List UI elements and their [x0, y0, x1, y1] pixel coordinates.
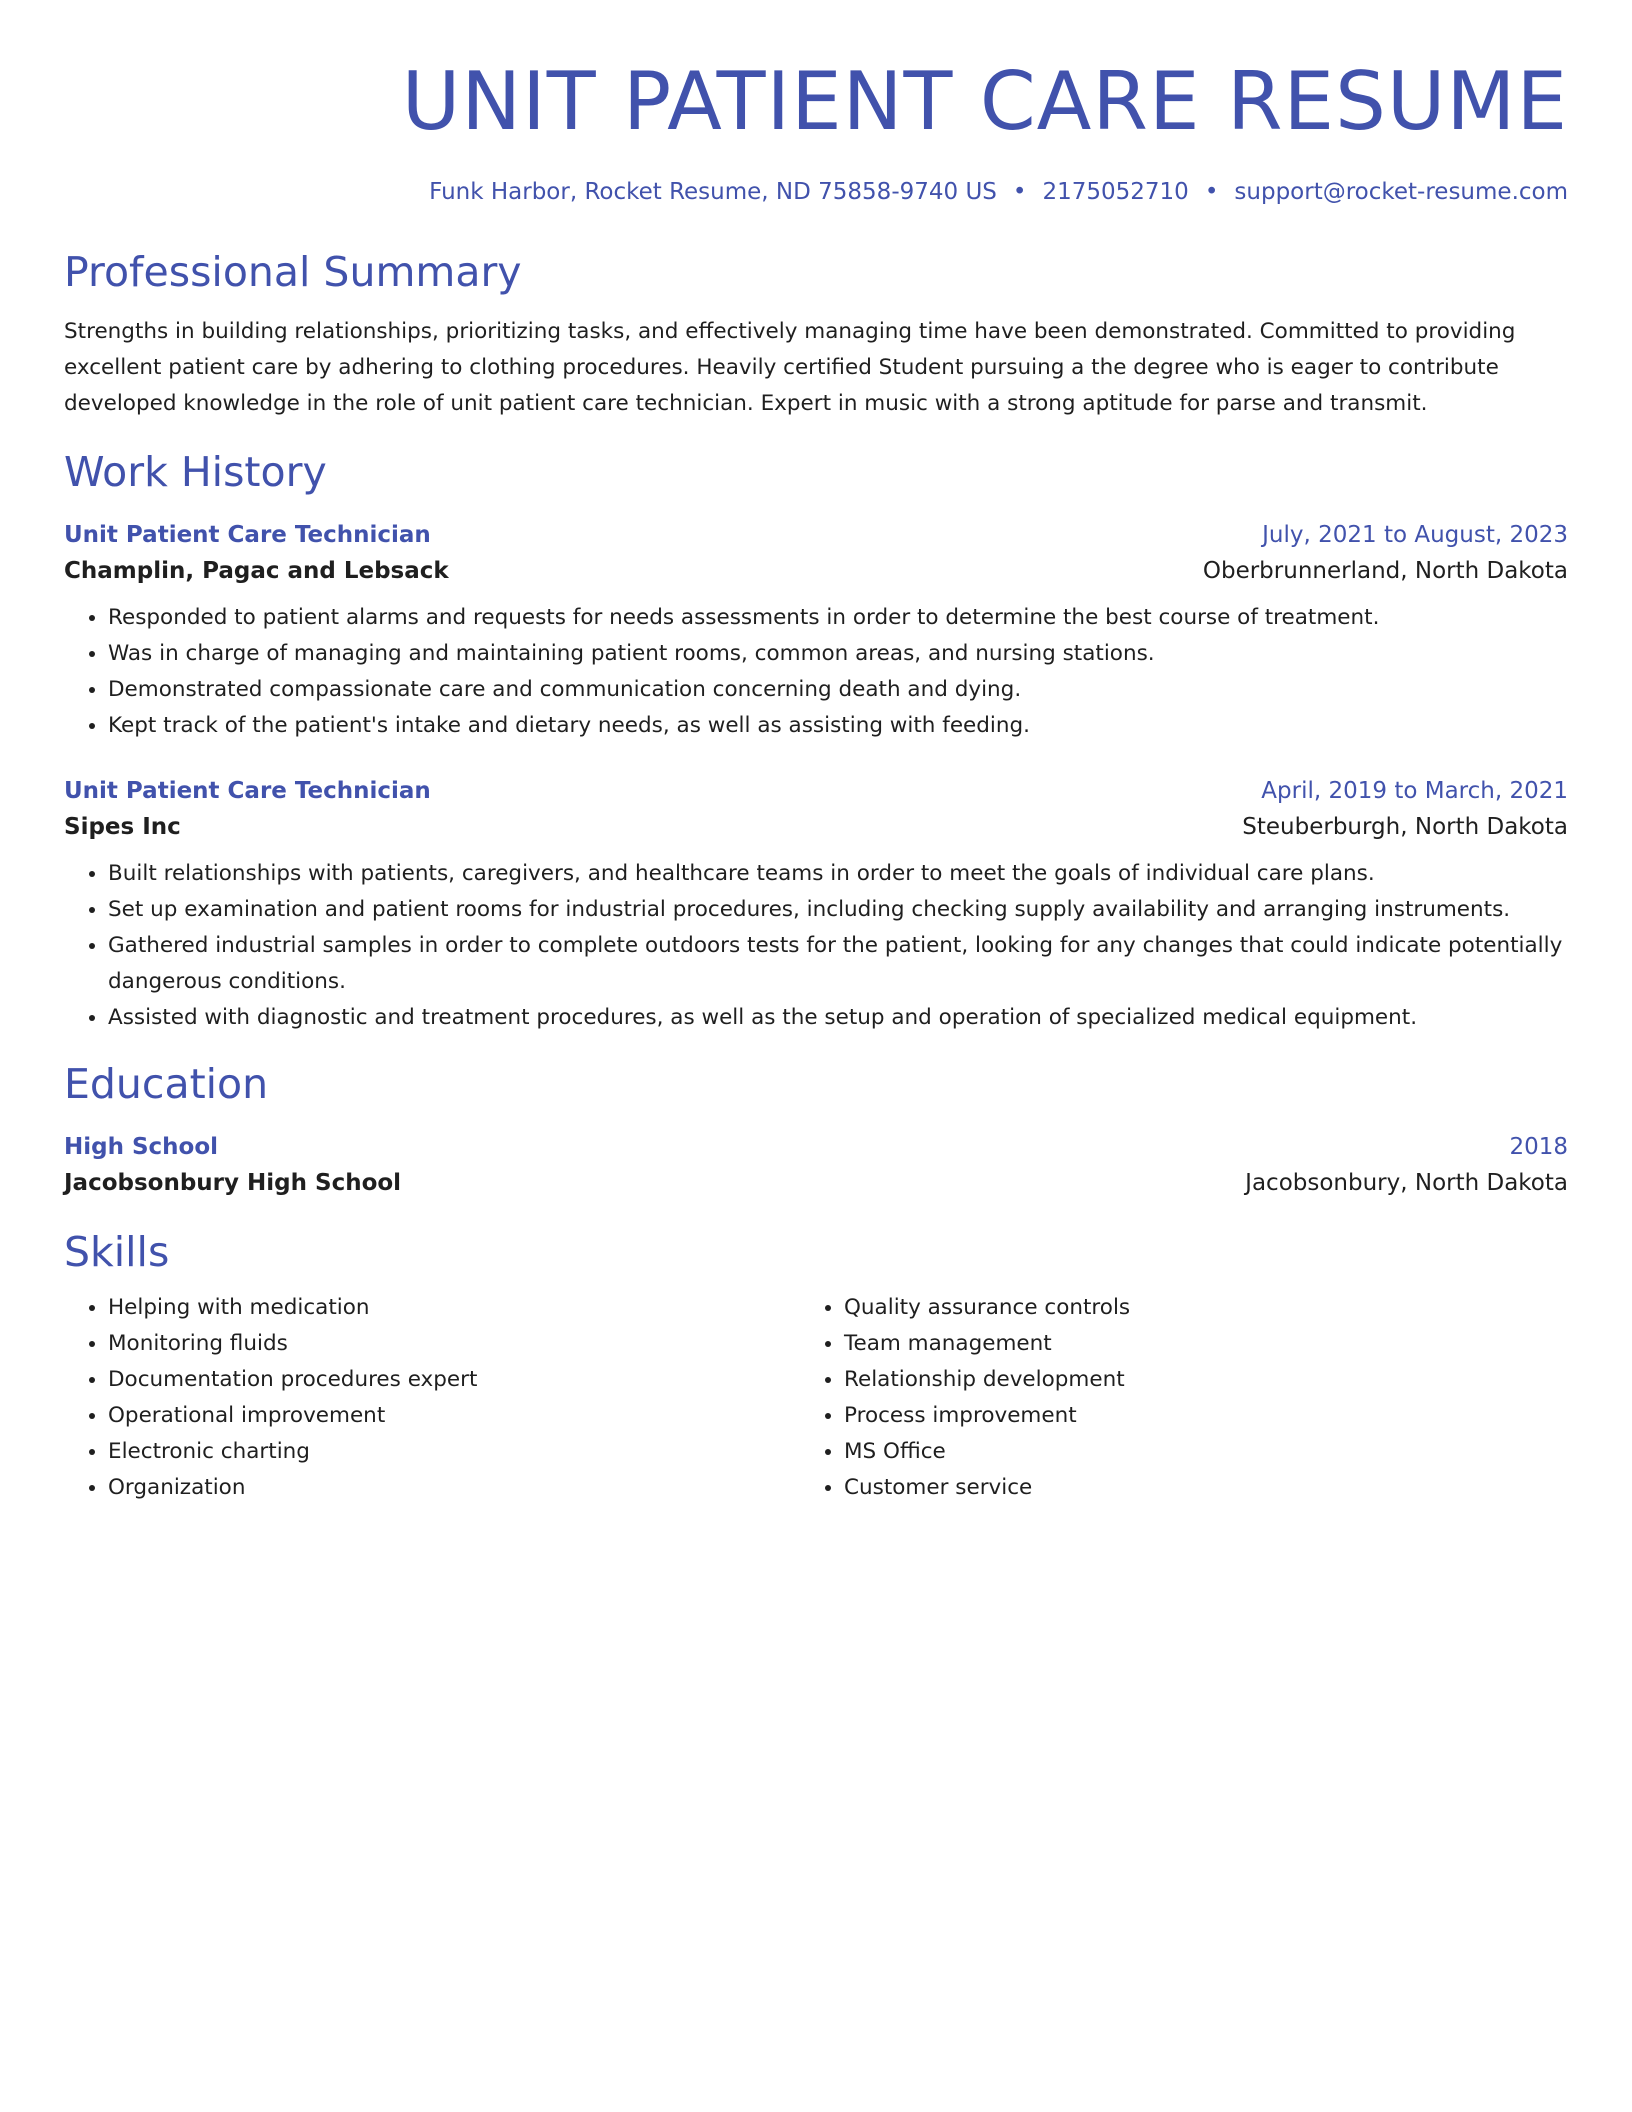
skills-heading: Skills: [64, 1228, 170, 1276]
job-entry: [64, 774, 1568, 1036]
skills-list-left: [64, 1290, 756, 1506]
job-company: Sipes Inc: [64, 814, 181, 840]
job-entry: [64, 518, 1568, 744]
job-bullet: • Was in charge of managing and maintaining patient rooms, common areas, and nursing stations.: [108, 636, 1568, 672]
contact-phone: 2175052710: [1042, 179, 1189, 205]
education-degree: High School: [64, 1134, 219, 1160]
skill-item: • Customer service: [844, 1470, 1492, 1506]
job-title-row: [64, 518, 1568, 552]
skill-item: • Helping with medication: [108, 1290, 756, 1326]
skill-item: • Process improvement: [844, 1398, 1492, 1434]
skill-item: • Documentation procedures expert: [108, 1362, 756, 1398]
job-bullet: • Assisted with diagnostic and treatment procedures, as well as the setup and operation of specialized medical equipment.: [108, 1000, 1568, 1036]
education-location: Jacobsonbury, North Dakota: [1245, 1170, 1568, 1196]
education-school: Jacobsonbury High School: [64, 1170, 402, 1196]
job-title-row: [64, 774, 1568, 808]
skill-item: • Relationship development: [844, 1362, 1492, 1398]
job-company: Champlin, Pagac and Lebsack: [64, 558, 449, 584]
resume-title: UNIT PATIENT CARE RESUME: [401, 55, 1568, 148]
job-bullet: • Built relationships with patients, caregivers, and healthcare teams in order to meet the goals of individual care plans.: [108, 856, 1568, 892]
job-bullet: • Demonstrated compassionate care and communication concerning death and dying.: [108, 672, 1568, 708]
work-history-heading: Work History: [64, 448, 327, 496]
education-degree-row: [64, 1130, 1568, 1164]
job-dates: July, 2021 to August, 2023: [1262, 522, 1568, 548]
job-bullets: [64, 856, 1568, 1036]
education-entry: [64, 1130, 1568, 1202]
job-bullets: [64, 600, 1568, 744]
education-year: 2018: [1509, 1134, 1568, 1160]
contact-address: Funk Harbor, Rocket Resume, ND 75858-9740 US: [429, 179, 997, 205]
job-company-row: [64, 808, 1568, 846]
job-dates: April, 2019 to March, 2021: [1261, 778, 1568, 804]
skill-item: • Operational improvement: [108, 1398, 756, 1434]
job-bullet: • Kept track of the patient's intake and dietary needs, as well as assisting with feeding.: [108, 708, 1568, 744]
education-school-row: [64, 1164, 1568, 1202]
job-title: Unit Patient Care Technician: [64, 522, 431, 548]
job-bullet: • Gathered industrial samples in order to complete outdoors tests for the patient, looking for any changes that could indicate potentially dangerous conditions.: [108, 928, 1568, 1000]
job-bullet: • Responded to patient alarms and requests for needs assessments in order to determine the best course of treatment.: [108, 600, 1568, 636]
skill-item: • Monitoring fluids: [108, 1326, 756, 1362]
skill-item: • Organization: [108, 1470, 756, 1506]
skill-item: • Team management: [844, 1326, 1492, 1362]
contact-separator: •: [1204, 179, 1219, 205]
job-title: Unit Patient Care Technician: [64, 778, 431, 804]
skill-item: • MS Office: [844, 1434, 1492, 1470]
summary-heading: Professional Summary: [64, 248, 522, 296]
contact-email: support@rocket-resume.com: [1234, 179, 1568, 205]
skills-columns: [64, 1290, 1568, 1506]
skills-list-right: [800, 1290, 1492, 1506]
contact-separator: •: [1012, 179, 1027, 205]
job-location: Oberbrunnerland, North Dakota: [1202, 558, 1568, 584]
education-heading: Education: [64, 1060, 269, 1108]
resume-page: [64, 0, 1568, 1506]
job-bullet: • Set up examination and patient rooms for industrial procedures, including checking supply availability and arranging instruments.: [108, 892, 1568, 928]
skill-item: • Electronic charting: [108, 1434, 756, 1470]
summary-text: Strengths in building relationships, prioritizing tasks, and effectively managing time have been demonstrated. Committed to providing excellent patient care by adhering to clothing procedures. Heavily certified Student pursuing a the degree who is eager to contribute developed knowledge in the role of unit patient care technician. Expert in music with a strong aptitude for parse and transmit.: [64, 319, 1516, 416]
job-company-row: [64, 552, 1568, 590]
job-location: Steuberburgh, North Dakota: [1242, 814, 1568, 840]
contact-line: [64, 176, 1568, 208]
skill-item: • Quality assurance controls: [844, 1290, 1492, 1326]
